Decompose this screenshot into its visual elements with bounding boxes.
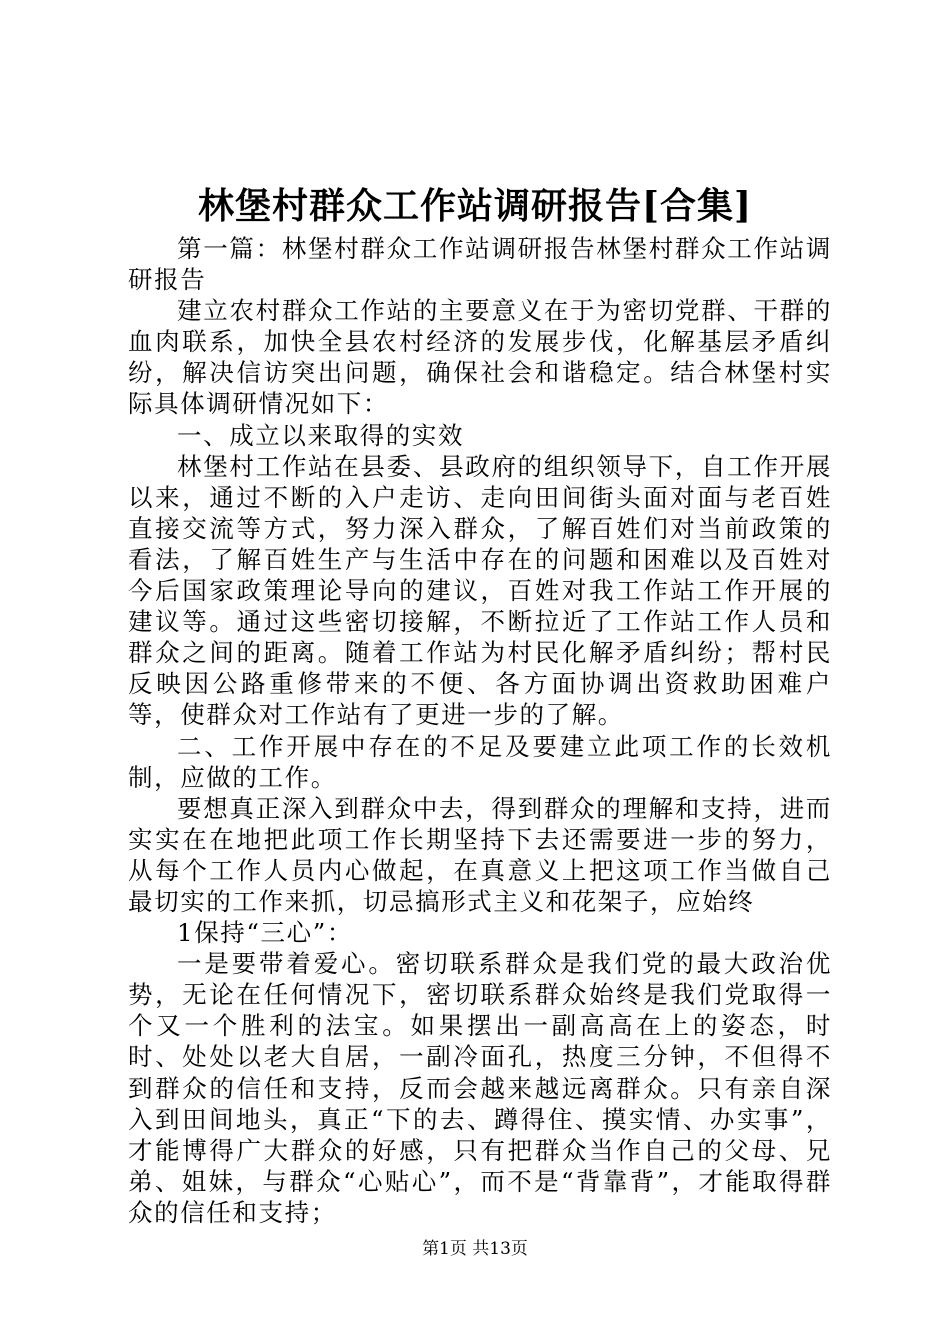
- subheading-three-hearts: 1保持“三心”：: [177, 918, 353, 948]
- page-footer: 第1页 共13页: [422, 1239, 528, 1259]
- paragraph-intro: 第一篇：林堡村群众工作站调研报告林堡村群众工作站调研报告: [128, 234, 832, 295]
- paragraph-love: 一是要带着爱心。密切联系群众是我们党的最大政治优势，无论在任何情况下，密切联系群众始终是我们党取得一个又一个胜利的法宝。如果摆出一副高高在上的姿态，时时、处处以老大自居，一副冷面孔，热度三分钟，不但得不到群众的信任和支持，反而会越来越远离群众。只有亲自深入到田间地头，真正“下的去、蹲得住、摸实情、办实事”，才能博得广大群众的好感，只有把群众当作自己的父母、兄弟、姐妹，与群众“心贴心”，而不是“背靠背”，才能取得群众的信任和支持；: [128, 949, 832, 1227]
- paragraph-achievements: 林堡村工作站在县委、县政府的组织领导下，自工作开展以来，通过不断的入户走访、走向田间街头面对面与老百姓直接交流等方式，努力深入群众，了解百姓们对当前政策的看法，了解百姓生产与生活中存在的问题和困难以及百姓对今后国家政策理论导向的建议，百姓对我工作站工作开展的建议等。通过这些密切接解，不断拉近了工作站工作人员和群众之间的距离。随着工作站为村民化解矛盾纠纷；帮村民反映因公路重修带来的不便、各方面协调出资救助困难户等，使群众对工作站有了更进一步的了解。: [128, 451, 832, 730]
- paragraph-purpose: 建立农村群众工作站的主要意义在于为密切党群、干群的血肉联系，加快全县农村经济的发展步伐，化解基层矛盾纠纷，解决信访突出问题，确保社会和谐稳定。结合林堡村实际具体调研情况如下：: [128, 296, 832, 419]
- paragraph-shortcomings: 要想真正深入到群众中去，得到群众的理解和支持，进而实实在在地把此项工作长期坚持下去还需要进一步的努力，从每个工作人员内心做起，在真意义上把这项工作当做自己最切实的工作来抓，切忌搞形式主义和花架子，应始终: [128, 793, 832, 916]
- section-heading-shortcomings: 二、工作开展中存在的不足及要建立此项工作的长效机制，应做的工作。: [128, 731, 832, 792]
- document-body: [128, 233, 832, 1228]
- section-heading-achievements: 一、成立以来取得的实效: [177, 420, 465, 450]
- document-title: 林堡村群众工作站调研报告[合集]: [197, 185, 753, 227]
